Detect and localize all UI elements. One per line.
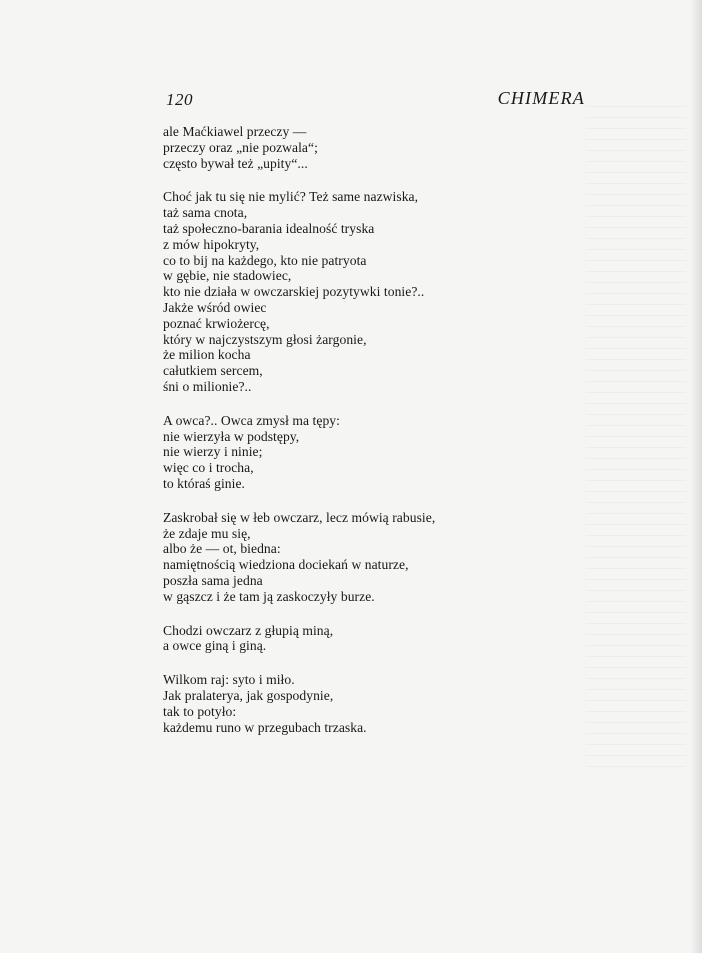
poem-line: taż społeczno-barania idealność tryska	[163, 220, 375, 236]
poem-line: Chodzi owczarz z głupią miną,	[163, 622, 334, 638]
poem-line: Wilkom raj: syto i miło.	[163, 672, 295, 688]
running-title: CHIMERA	[497, 88, 585, 108]
poem-line: Zaskrobał się w łeb owczarz, lecz mówią rabusie,	[163, 509, 436, 525]
poem-line: Jak pralaterya, jak gospodynie,	[163, 687, 334, 703]
poem-line: a owce giną i giną.	[163, 638, 267, 654]
stanza-4	[163, 510, 483, 605]
poem-line: więc co i trocha,	[163, 460, 254, 476]
page-number: 120	[166, 90, 193, 109]
show-through-text	[586, 96, 686, 776]
poem-line: że zdaje mu się,	[163, 525, 251, 541]
poem-line: albo że — ot, biedna:	[163, 541, 281, 557]
poem-line: co to bij na każdego, kto nie patryota	[163, 252, 367, 268]
poem-line: Jakże wśród owiec	[163, 299, 267, 315]
poem-line: że milion kocha	[163, 347, 251, 363]
poem-line: każdemu runo w przegubach trzaska.	[163, 719, 367, 735]
poem-line: poszła sama jedna	[163, 572, 263, 588]
stanza-2	[163, 189, 483, 394]
poem-line: który w najczystszym głosi żargonie,	[163, 331, 367, 347]
poem-line: śni o milionie?..	[163, 378, 252, 394]
poem-line: kto nie działa w owczarskiej pozytywki tonie?..	[163, 284, 425, 300]
stanza-6	[163, 672, 483, 735]
poem-line: przeczy oraz „nie pozwala“;	[163, 139, 318, 155]
poem-line: nie wierzyła w podstępy,	[163, 428, 300, 444]
poem-line: tak to potyło:	[163, 703, 237, 719]
page-header	[160, 88, 585, 110]
poem-line: w gębie, nie stadowiec,	[163, 268, 292, 284]
page-edge-shadow	[690, 0, 702, 953]
stanza-5	[163, 623, 483, 655]
stanza-1	[163, 124, 483, 171]
poem	[163, 124, 483, 753]
poem-line: często bywał też „upity“...	[163, 155, 308, 171]
poem-line: Choć jak tu się nie mylić? Też same nazwiska,	[163, 189, 419, 205]
poem-line: nie wierzy i ninie;	[163, 444, 263, 460]
stanza-3	[163, 413, 483, 492]
poem-line: całutkiem sercem,	[163, 363, 263, 379]
poem-line: z mów hipokryty,	[163, 236, 260, 252]
poem-line: w gąszcz i że tam ją zaskoczyły burze.	[163, 588, 375, 604]
poem-line: poznać krwiożercę,	[163, 315, 270, 331]
poem-line: to któraś ginie.	[163, 475, 245, 491]
poem-line: taż sama cnota,	[163, 205, 248, 221]
poem-line: A owca?.. Owca zmysł ma tępy:	[163, 412, 340, 428]
poem-line: namiętnością wiedziona dociekań w naturze,	[163, 557, 409, 573]
poem-line: ale Maćkiawel przeczy —	[163, 124, 307, 139]
